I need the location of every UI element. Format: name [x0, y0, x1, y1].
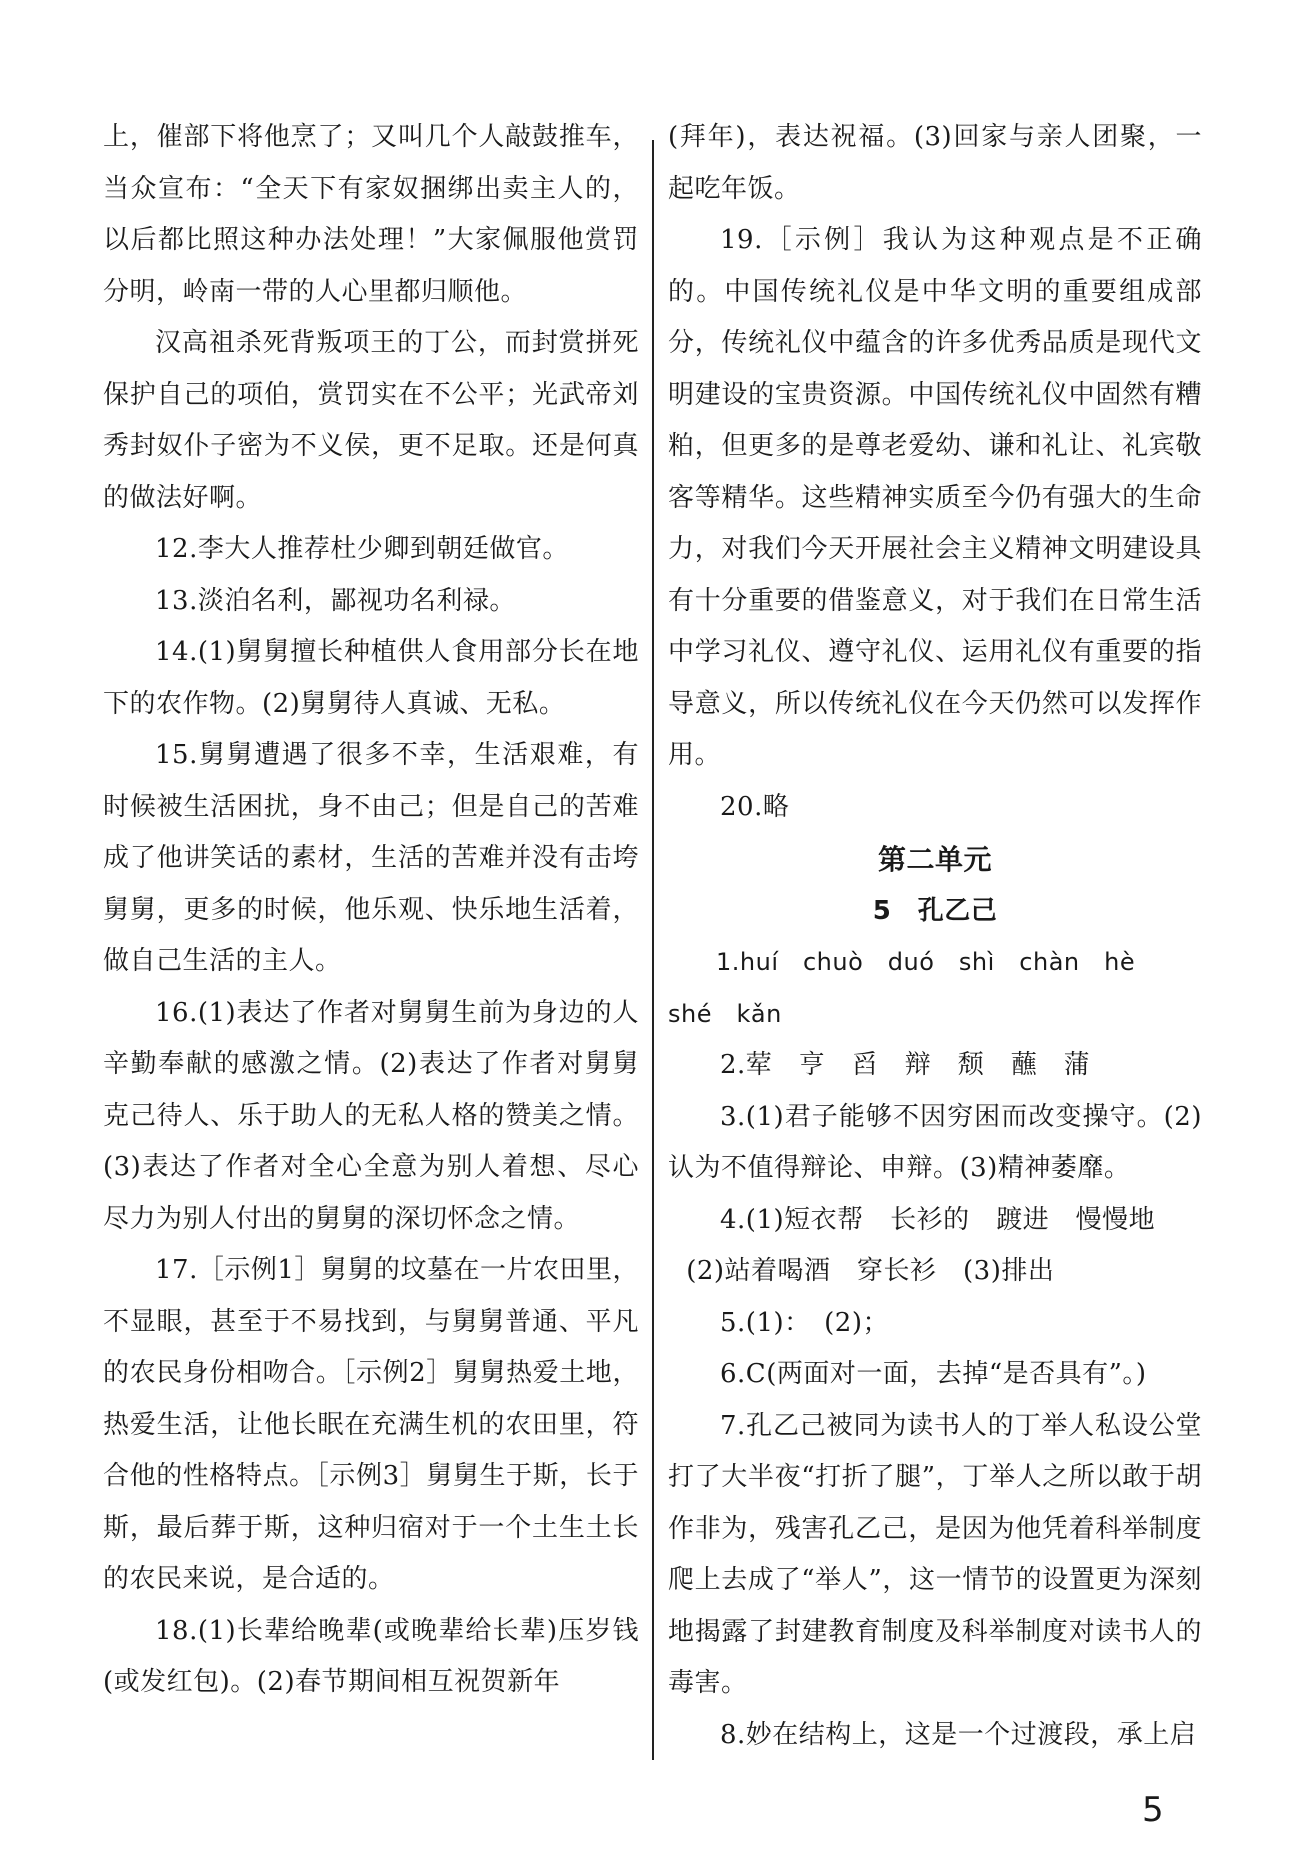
answer-paragraph: 2.荤 亨 舀 辩 颓 蘸 蒲: [720, 1050, 1091, 1080]
answer-paragraph: (2)站着喝酒 穿长衫 (3)排出: [686, 1256, 1055, 1286]
answer-paragraph: 18.(1)长辈给晚辈(或晚辈给长辈)压岁钱(或发红包)。(2)春节期间相互祝贺新年: [103, 1615, 639, 1697]
answer-paragraph: 4.(1)短衣帮 长衫的 踱进 慢慢地: [720, 1204, 1156, 1235]
answer-paragraph: 5.(1)： (2)；: [720, 1307, 889, 1338]
answer-paragraph: 汉高祖杀死背叛项王的丁公，而封赏拼死保护自己的项伯，赏罚实在不公平；光武帝刘秀封奴仆子密为不义侯，更不足取。还是何真的做法好啊。: [103, 328, 639, 513]
answer-paragraph: 14.(1)舅舅擅长种植供人食用部分长在地下的农作物。(2)舅舅待人真诚、无私。: [103, 637, 639, 719]
column-divider: [652, 140, 654, 1760]
pinyin-answer-line-2: shé kǎn: [668, 999, 782, 1028]
answer-paragraph: (拜年)，表达祝福。(3)回家与亲人团聚，一起吃年饭。: [668, 122, 1202, 204]
left-column: [103, 112, 639, 1709]
answer-paragraph: 3.(1)君子能够不因穷困而改变操守。(2)认为不值得辩论、申辩。(3)精神萎靡。: [668, 1101, 1202, 1183]
right-column: [668, 112, 1202, 1761]
page-number: 5: [1142, 1790, 1164, 1830]
lesson-title: 5 孔乙己: [872, 896, 998, 926]
answer-paragraph: 8.妙在结构上，这是一个过渡段，承上启: [720, 1719, 1197, 1750]
answer-paragraph: 7.孔乙己被同为读书人的丁举人私设公堂打了大半夜“打折了腿”，丁举人之所以敢于胡作非为，残害孔乙己，是因为他凭着科举制度爬上去成了“举人”，这一情节的设置更为深刻地揭露了封建教育制度及科举制度对读书人的毒害。: [668, 1410, 1202, 1698]
unit-title: 第二单元: [877, 843, 992, 876]
answer-paragraph: 16.(1)表达了作者对舅舅生前为身边的人辛勤奉献的感激之情。(2)表达了作者对舅舅克己待人、乐于助人的无私人格的赞美之情。(3)表达了作者对全心全意为别人着想、尽心尽力为别人付出的舅舅的深切怀念之情。: [103, 997, 639, 1234]
answer-paragraph: 6.C(两面对一面，去掉“是否具有”。): [720, 1359, 1147, 1389]
answer-paragraph: 19.［示例］我认为这种观点是不正确的。中国传统礼仪是中华文明的重要组成部分，传统礼仪中蕴含的许多优秀品质是现代文明建设的宝贵资源。中国传统礼仪中固然有糟粕，但更多的是尊老爱幼、谦和礼让、礼宾敬客等精华。这些精神实质至今仍有强大的生命力，对我们今天开展社会主义精神文明建设具有十分重要的借鉴意义，对于我们在日常生活中学习礼仪、遵守礼仪、运用礼仪有重要的指导意义，所以传统礼仪在今天仍然可以发挥作用。: [668, 225, 1202, 770]
answer-paragraph: 20.略: [720, 791, 790, 822]
answer-paragraph: 13.淡泊名利，鄙视功名利禄。: [155, 585, 516, 616]
pinyin-answer-line-1: 1.huí chuò duó shì chàn hè: [716, 948, 1136, 976]
answer-paragraph: 12.李大人推荐杜少卿到朝廷做官。: [155, 534, 569, 564]
answer-paragraph: 15.舅舅遭遇了很多不幸，生活艰难，有时候被生活困扰，身不由己；但是自己的苦难成了他讲笑话的素材，生活的苦难并没有击垮舅舅，更多的时候，他乐观、快乐地生活着，做自己生活的主人。: [103, 740, 639, 976]
answer-paragraph: 上，催部下将他烹了；又叫几个人敲鼓推车，当众宣布：“全天下有家奴捆绑出卖主人的，以后都比照这种办法处理！”大家佩服他赏罚分明，岭南一带的人心里都归顺他。: [103, 122, 639, 307]
answer-paragraph: 17.［示例1］舅舅的坟墓在一片农田里，不显眼，甚至于不易找到，与舅舅普通、平凡的农民身份相吻合。［示例2］舅舅热爱土地，热爱生活，让他长眠在充满生机的农田里，符合他的性格特点。［示例3］舅舅生于斯，长于斯，最后葬于斯，这种归宿对于一个土生土长的农民来说，是合适的。: [103, 1255, 639, 1594]
